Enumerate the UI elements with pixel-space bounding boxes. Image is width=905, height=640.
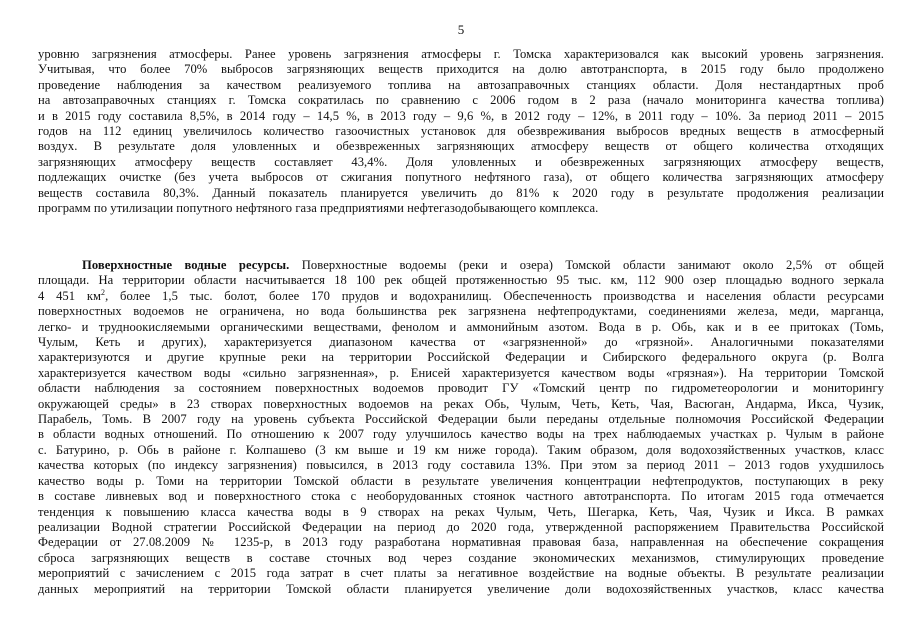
text-line: уровню загрязнения атмосферы. Ранее уровень загрязнения атмосферы г. Томска характеризовался как высокий уровень загрязнения. <box>38 47 884 61</box>
text-line: реализации Водной стратегии Российской Федерации на период до 2020 года, утвержденной распоряжением Правительства Российской <box>38 519 884 534</box>
text-line: качества которых (по индексу загрязнения) повысился, в 2013 году составила 13%. При этом за период 2011 – 2013 годов ухудшилось <box>38 458 884 473</box>
text-line: воздух. В результате доля уловленных и обезвреженных загрязняющих атмосферу веществ от общего количества отходящих <box>38 139 884 154</box>
section-heading: Поверхностные водные ресурсы. <box>82 258 290 272</box>
area-value: 4 451 км <box>38 288 102 303</box>
text-line: сброса загрязняющих веществ в составе сточных вод через создание экономических механизмов, стимулирующих проведение <box>38 550 884 565</box>
text-line: в составе ливневых вод и поверхностного стока с необорудованных стоянок частного автотранспорта. По итогам 2015 года отмечается <box>38 489 884 504</box>
text-line: мероприятий с зачислением с 2015 года затрат в счет платы за негативное воздействие на водные объекты. В результате реализации <box>38 566 884 581</box>
text-line: проведение наблюдения за качеством реализуемого топлива на автозаправочных станциях области. Доля нестандартных проб <box>38 77 884 92</box>
paragraph-surface-water <box>38 258 884 597</box>
text-line: веществ составила 80,3%. Данный показатель планируется увеличить до 81% к 2020 году в результате продолжения реализации <box>38 185 884 200</box>
text-line: подлежащих очистке (без учета выбросов от сжигания попутного нефтяного газа), от общего количества загрязняющих атмосферу <box>38 170 884 185</box>
page-number: 5 <box>457 22 465 37</box>
text-line: характеризуется качеством воды «сильно загрязненная», р. Енисей характеризуется качеством воды «грязная»). На территории Томской <box>38 365 884 380</box>
text-line: Чулым, Кеть и других), характеризуется диапазоном качества от «загрязненной» до «грязной». Аналогичными показателями <box>38 335 884 350</box>
text-line: окружающей среды» в 23 створах поверхностных водоемов на реках Обь, Чулым, Четь, Кеть, Чая, Васюган, Андарма, Икса, Чузик, <box>38 396 884 411</box>
text-line: загрязняющих атмосферу веществ составляет 43,4%. Доля уловленных и обезвреженных загрязняющих атмосферу веществ, <box>38 154 884 169</box>
paragraph-air-pollution <box>38 47 884 216</box>
text-line: данных мероприятий на территории Томской области планируется увеличение доли водохозяйственных участков, класс качества <box>38 581 884 596</box>
text-line: Федерации от 27.08.2009 № 1235-р, в 2013 году разработана нормативная правовая база, направленная на обеспечение сокращения <box>38 535 884 550</box>
text-line: поверхностных водоемов не ограничена, но вода большинства рек загрязнена нефтепродуктами, соединениями железа, меди, марганца, <box>38 304 884 319</box>
text-line: качество воды р. Томи на территории Томской области в результате увеличения концентрации нефтепродуктов, поступающих в реку <box>38 473 884 488</box>
text-line: тенденция к повышению класса качества воды в 9 створах на реках Чулым, Четь, Шегарка, Кеть, Чая, Чузик и Икса. В рамках <box>38 504 884 519</box>
superscript: 2 <box>101 287 106 297</box>
document-page <box>38 0 884 640</box>
text-line: области наблюдения за состоянием поверхностных водоемов проводит ГУ «Томский центр по гидрометеорологии и мониторингу <box>38 381 884 396</box>
text-line: программ по утилизации попутного нефтяного газа предприятиями нефтегазодобывающего комплекса. <box>38 201 599 216</box>
text-line: легко- и трудноокисляемыми органическими веществами, фенолом и аммонийным азотом. Вода в р. Обь, как и в ее притоках (Томь, <box>38 319 884 334</box>
text-line: с. Батурино, р. Обь в районе г. Колпашево (3 км выше и 19 км ниже города). Таким образом, доля водохозяйственных участков, класс <box>38 442 884 457</box>
text-line <box>38 289 884 304</box>
text-line <box>38 258 884 273</box>
heading-line-text: Поверхностные водоемы (реки и озера) Томской области занимают около 2,5% от общей <box>289 258 884 272</box>
text-line: и в 2015 году составила 8,5%, в 2014 году – 14,5 %, в 2013 году – 9,6 %, в 2012 году – 12%, в 2011 году – 10%. За период 2011 – 2015 <box>38 108 884 123</box>
text-line: Учитывая, что более 70% выбросов загрязняющих веществ приходится на долю автотранспорта, в 2015 году было продолжено <box>38 62 884 77</box>
text-line: на автозаправочных станциях г. Томска сократилась по сравнению с 2006 годом в 2 раза (начало мониторинга качества топлива) <box>38 93 884 108</box>
text-line: годов на 112 единиц увеличилось количество газоочистных установок для обезвреживания выбросов вредных веществ в атмосферный <box>38 124 884 139</box>
text-line: площади. На территории области насчитывается 18 100 рек общей протяженностью 95 тыс. км, 112 900 озер площадью водного зеркала <box>38 273 884 288</box>
line-text: , более 1,5 тыс. болот, более 170 прудов и водохранилищ. Обеспеченность производства и населения области ресурсами <box>105 288 884 303</box>
text-line: Парабель, Томь. В 2007 году на уровень субъекта Российской Федерации были переданы отдельные полномочия Российской Федерации <box>38 412 884 427</box>
text-line: характеризуются и другие крупные реки на территории Российской Федерации и Сибирского федерального округа (р. Волга <box>38 350 884 365</box>
text-line: в области водных отношений. По отношению к 2007 году улучшилось качество воды на трех наблюдаемых участках р. Чулым в районе <box>38 427 884 442</box>
